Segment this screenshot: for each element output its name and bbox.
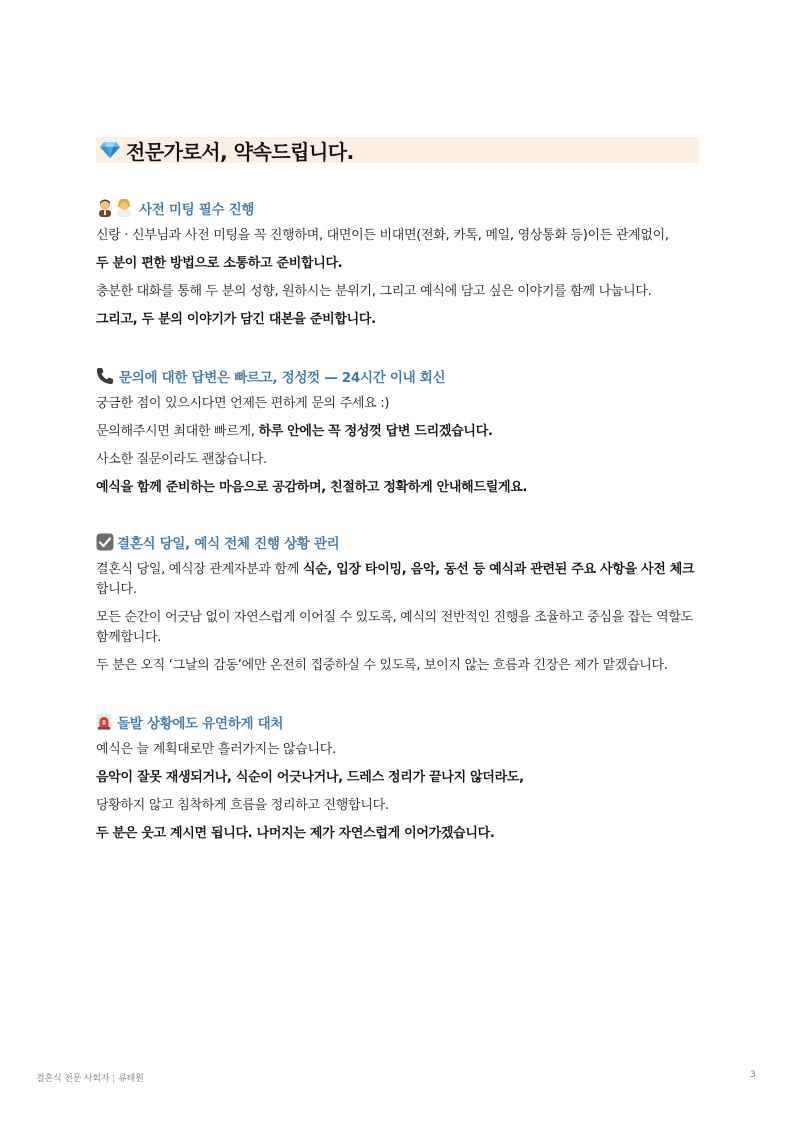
gem-icon	[100, 140, 120, 160]
section-heading-text: 돌발 상황에도 유연하게 대처	[117, 716, 284, 732]
footer-title: 결혼식 전문 사회자	[36, 1074, 110, 1084]
section-quick-reply	[96, 366, 700, 498]
section-heading	[96, 712, 700, 732]
paragraph-bold: 예식을 함께 준비하는 마음으로 공감하며, 친절하고 정확하게 안내해드릴게요.	[96, 480, 528, 495]
paragraph: 사소한 질문이라도 괜찮습니다.	[96, 452, 267, 467]
page-number: 3	[750, 1070, 756, 1080]
paragraph-mixed	[96, 560, 700, 600]
paragraph-bold: 두 분이 편한 방법으로 소통하고 준비합니다.	[96, 256, 343, 271]
footer-name: 류태원	[118, 1074, 144, 1084]
paragraph: 충분한 대화를 통해 두 분의 성향, 원하시는 분위기, 그리고 예식에 담고 싶은 이야기를 함께 나눕니다.	[96, 284, 652, 299]
paragraph-bold: 음악이 잘못 재생되거나, 식순이 어긋나거나, 드레스 정리가 끝나지 않더라도,	[96, 770, 524, 785]
paragraph: 예식은 늘 계획대로만 흘러가지는 않습니다.	[96, 742, 336, 757]
section-heading	[96, 366, 700, 386]
paragraph: 신랑 · 신부님과 사전 미팅을 꼭 진행하며, 대면이든 비대면(전화, 카톡, 메일, 영상통화 등)이든 관계없이,	[96, 228, 669, 243]
paragraph-emphasis: 하루 안에는 꼭 정성껏 답변 드리겠습니다.	[258, 424, 493, 439]
section-heading-text: 문의에 대한 답변은 빠르고, 정성껏 — 24시간 이내 회신	[119, 370, 446, 386]
paragraph-text: 문의해주시면 최대한 빠르게,	[96, 424, 259, 439]
siren-icon	[96, 713, 112, 731]
paragraph-bold: 두 분은 웃고 계시면 됩니다. 나머지는 제가 자연스럽게 이어가겠습니다.	[96, 826, 495, 841]
section-heading	[96, 198, 700, 218]
paragraph-text: 결혼식 당일, 예식장 관계자분과 함께	[96, 562, 303, 577]
paragraph-text: 합니다.	[96, 582, 137, 597]
paragraph-mixed	[96, 422, 700, 442]
footer-credit	[36, 1071, 144, 1084]
paragraph: 두 분은 오직 ‘그날의 감동’에만 온전히 집중하실 수 있도록, 보이지 않는 흐름과 긴장은 제가 맡겠습니다.	[96, 658, 668, 673]
section-heading-text: 결혼식 당일, 예식 전체 진행 상황 관리	[117, 536, 340, 552]
paragraph-emphasis: 식순, 입장 타이밍, 음악, 동선 등 예식과 관련된 주요 사항을 사전 체크	[302, 562, 695, 577]
page-title: 전문가로서, 약속드립니다.	[126, 139, 354, 164]
paragraph-bold: 그리고, 두 분의 이야기가 담긴 대본을 준비합니다.	[96, 312, 376, 327]
paragraph: 궁금한 점이 있으시다면 언제든 편하게 문의 주세요 :)	[96, 396, 390, 411]
section-heading-text: 사전 미팅 필수 진행	[139, 202, 255, 218]
page-title-bar	[96, 137, 699, 163]
section-heading	[96, 532, 700, 552]
checkbox-icon	[96, 533, 114, 551]
footer-separator: |	[112, 1074, 116, 1084]
phone-icon	[96, 367, 114, 385]
section-day-management	[96, 532, 700, 676]
section-emergency	[96, 712, 700, 844]
paragraph: 당황하지 않고 침착하게 흐름을 정리하고 진행합니다.	[96, 798, 389, 813]
paragraph: 모든 순간이 어긋남 없이 자연스럽게 이어질 수 있도록, 예식의 전반적인 진행을 조율하고 중심을 잡는 역할도 함께합니다.	[96, 610, 693, 645]
people-icon	[96, 199, 134, 217]
section-pre-meeting	[96, 198, 700, 330]
